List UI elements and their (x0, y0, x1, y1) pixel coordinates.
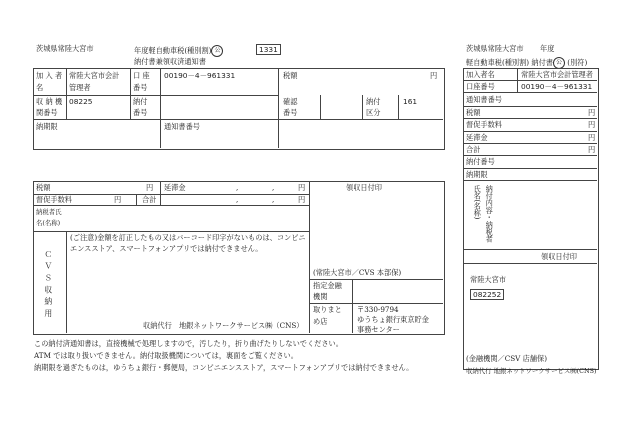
grid-divider (463, 131, 597, 132)
account-number: 00190－4－961331 (164, 71, 236, 80)
reminder-fee-yen: 円 (114, 195, 122, 204)
grid-divider (463, 118, 597, 119)
grid-divider (66, 68, 67, 119)
grid-divider (33, 205, 309, 206)
grid-divider (130, 68, 131, 119)
confirm-number-label: 確認 (283, 97, 298, 106)
institution-code: 08225 (69, 97, 93, 106)
account-label-2: 番号 (133, 83, 148, 92)
late-fee-yen: 円 (298, 183, 306, 192)
stub-tax-label: 税額 (466, 108, 481, 117)
stub-late-label: 延滞金 (466, 133, 488, 142)
slip-title (134, 45, 223, 57)
kubun-label: 納付 (366, 97, 381, 106)
bank-header: (常陸大宮市／CVS 本部保) (313, 268, 402, 277)
stub-fee-yen: 円 (588, 120, 596, 129)
grid-divider (66, 231, 67, 333)
notice-number-label: 通知書番号 (164, 122, 200, 131)
stub-receipt-stamp: 領収日付印 (541, 252, 577, 261)
grid-divider (463, 263, 597, 264)
stub-payment-number-label: 納付番号 (466, 157, 495, 166)
designated-bank-label-2: 機関 (313, 292, 328, 301)
stub-late-yen: 円 (588, 133, 596, 142)
grid-divider (463, 180, 597, 181)
total-comma: , (272, 195, 275, 204)
stub-fee-label: 督促手数料 (466, 120, 502, 129)
grid-divider (463, 143, 597, 144)
stub-payee-name: 常陸大宮市会計管理者 (521, 70, 593, 79)
stub-footer: (金融機関／CSV 店舗保) (466, 354, 548, 363)
taxpayer-name-label-2: 名(名称) (36, 219, 61, 227)
grid-divider (309, 279, 443, 280)
tax-yen: 円 (430, 71, 438, 80)
payee-label: 加 入 者 (36, 71, 63, 80)
cvs-notice: (ご注意)金額を訂正したもの又はバーコード印字がないものは、コンビニ (70, 233, 306, 242)
slip-number: 1331 (256, 44, 281, 55)
grid-divider (320, 95, 321, 119)
late-fee-comma: , (272, 183, 275, 192)
slip-subtitle: 納付書兼領収済通知書 (134, 57, 206, 66)
late-fee-comma: , (236, 183, 239, 192)
stub-title-text: 軽自動車税(種別割) (466, 58, 530, 67)
collecting-office-label: 取りまと (313, 305, 342, 314)
late-fee-label: 延滞金 (164, 183, 186, 192)
stub-code: 082252 (470, 289, 504, 300)
bottom-tax-yen: 円 (146, 183, 154, 192)
collection-agent: 収納代行 地銀ネットワークサービス㈱（CNS） (143, 321, 304, 330)
grid-divider (362, 95, 363, 119)
stub-year: 年度 (540, 44, 555, 53)
cvs-notice-2: エンスストア、スマートフォンアプリでは納付できません。 (70, 244, 263, 253)
taxpayer-name-label: 納税者氏 (36, 208, 62, 216)
cvs-vertical-label: ＣＶＳ収納用 (43, 250, 53, 321)
grid-divider (463, 80, 597, 81)
stub-account-label: 口座番号 (466, 82, 495, 91)
grid-divider (352, 279, 353, 333)
designated-bank-label: 指定金融 (313, 281, 342, 290)
grid-divider (463, 92, 597, 93)
grid-divider (309, 181, 310, 333)
grid-divider (33, 231, 309, 232)
institution-label-2: 関番号 (36, 108, 58, 117)
stub-title-post: 納付書 (531, 58, 553, 67)
stub-seal-icon: 公 (553, 57, 565, 69)
deadline-label: 納期限 (36, 122, 58, 131)
payee-name: 常陸大宮市会計 (69, 71, 120, 80)
kubun-label-2: 区分 (366, 108, 381, 117)
payment-number-label: 納付 (133, 97, 148, 106)
grid-divider (463, 106, 597, 107)
account-label: 口 座 (133, 71, 150, 80)
stub-issuer: 茨城県常陸大宮市 (466, 44, 524, 53)
stub-city: 常陸大宮市 (470, 275, 506, 284)
confirm-number-label-2: 番号 (283, 108, 298, 117)
stub-total-yen: 円 (588, 145, 596, 154)
collecting-office-label-2: め店 (313, 317, 328, 326)
total-comma: , (236, 195, 239, 204)
footer-note: 納期限を過ぎたものは，ゆうちょ銀行・郵便局，コンビニエンスストア，スマートフォンアプリでは納付できません。 (34, 363, 414, 372)
total-label: 合計 (142, 195, 157, 204)
stub-deadline-label: 納期限 (466, 170, 488, 179)
footer-note: この納付済通知書は，直接機械で処理しますので，汚したり，折り曲げたりしないでください。 (34, 339, 343, 348)
grid-divider (463, 168, 597, 169)
payee-name-2: 管理者 (69, 83, 91, 92)
grid-divider (33, 95, 278, 96)
grid-divider (136, 194, 137, 205)
postal-code: 〒330-9794 (357, 305, 399, 314)
slip-title-text: 年度軽自動車税(種別割) (134, 46, 212, 55)
stub-account-number: 00190－4－961331 (521, 82, 593, 91)
reminder-fee-label: 督促手数料 (36, 195, 72, 204)
bank-name: ゆうちょ銀行東京貯金 (357, 315, 429, 324)
stub-grid (463, 68, 599, 370)
grid-divider (33, 119, 443, 120)
grid-divider (398, 95, 399, 119)
grid-divider (278, 68, 279, 148)
bank-center: 事務センター (357, 325, 400, 334)
receipt-stamp-label: 領収日付印 (346, 183, 382, 192)
grid-divider (160, 68, 161, 148)
bottom-tax-label: 税額 (36, 183, 51, 192)
kubun-value: 161 (403, 97, 418, 106)
institution-label: 収 納 機 (36, 97, 63, 106)
stub-notice-label: 通知書番号 (466, 95, 502, 104)
grid-divider (33, 194, 309, 195)
payee-label-2: 名 (36, 83, 44, 92)
stub-tax-yen: 円 (588, 108, 596, 117)
total-yen: 円 (298, 195, 306, 204)
stub-content-vertical: 納付内容・納税者 (485, 185, 495, 243)
grid-divider (463, 249, 597, 250)
issuer-name: 茨城県常陸大宮市 (36, 44, 94, 53)
grid-divider (463, 155, 597, 156)
stub-title-tail: (別符) (567, 58, 588, 67)
payment-number-label-2: 番号 (133, 108, 148, 117)
stub-payee-label: 加入者名 (466, 70, 495, 79)
stub-total-label: 合計 (466, 145, 481, 154)
payment-grid (33, 68, 445, 150)
public-seal-icon: 公 (211, 45, 223, 57)
tax-amount-label: 税額 (283, 71, 298, 80)
stub-footer-2: 収納代行 地銀ネットワークサービス㈱(CNS) (466, 367, 597, 375)
stub-name-vertical: 氏名(名称) (473, 185, 483, 220)
footer-note: ATM では取り扱いできません。納付取扱機関については，裏面をご覧ください。 (34, 351, 298, 360)
grid-divider (309, 303, 443, 304)
grid-divider (160, 181, 161, 205)
